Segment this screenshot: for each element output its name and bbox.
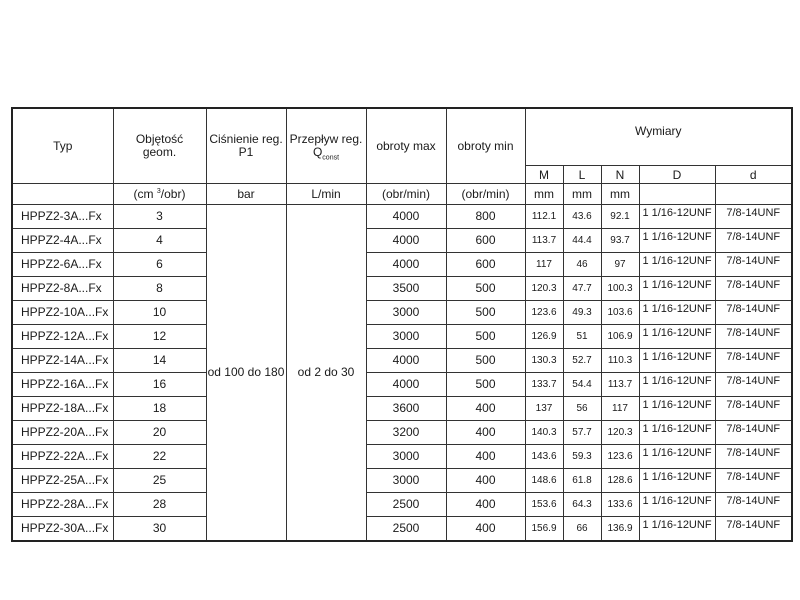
cell-objetosc: 14 <box>113 349 206 373</box>
cell-D: 1 1/16-12UNF <box>639 253 715 277</box>
cell-N: 128.6 <box>601 469 639 493</box>
cell-D: 1 1/16-12UNF <box>639 493 715 517</box>
cell-d: 7/8-14UNF <box>715 349 792 373</box>
cell-obroty-max: 3000 <box>366 445 446 469</box>
header-przeplyw <box>286 108 366 184</box>
cell-obroty-max: 4000 <box>366 229 446 253</box>
cell-N: 113.7 <box>601 373 639 397</box>
cell-obroty-min: 500 <box>446 301 525 325</box>
cell-L: 56 <box>563 397 601 421</box>
cell-D: 1 1/16-12UNF <box>639 301 715 325</box>
cell-objetosc: 22 <box>113 445 206 469</box>
cell-typ: HPPZ2-3A...Fx <box>12 205 113 229</box>
table-row <box>12 229 792 253</box>
cell-objetosc: 12 <box>113 325 206 349</box>
cell-obroty-max: 4000 <box>366 253 446 277</box>
cell-D: 1 1/16-12UNF <box>639 349 715 373</box>
header-przeplyw-sub: const <box>322 154 340 162</box>
cell-d: 7/8-14UNF <box>715 493 792 517</box>
cell-L: 61.8 <box>563 469 601 493</box>
cell-M: 153.6 <box>525 493 563 517</box>
cell-typ: HPPZ2-10A...Fx <box>12 301 113 325</box>
cell-typ: HPPZ2-28A...Fx <box>12 493 113 517</box>
unit-objetosc-sup: 3 <box>156 187 161 195</box>
cell-M: 137 <box>525 397 563 421</box>
cell-objetosc: 28 <box>113 493 206 517</box>
unit-obroty-max: (obr/min) <box>366 184 446 205</box>
header-typ: Typ <box>12 108 113 184</box>
cell-obroty-min: 400 <box>446 469 525 493</box>
cell-L: 57.7 <box>563 421 601 445</box>
cell-objetosc: 25 <box>113 469 206 493</box>
cell-D: 1 1/16-12UNF <box>639 373 715 397</box>
cell-typ: HPPZ2-20A...Fx <box>12 421 113 445</box>
cell-obroty-min: 400 <box>446 445 525 469</box>
cell-M: 126.9 <box>525 325 563 349</box>
unit-przeplyw: L/min <box>286 184 366 205</box>
cell-obroty-max: 3600 <box>366 397 446 421</box>
unit-D <box>639 184 715 205</box>
cell-M: 140.3 <box>525 421 563 445</box>
cell-typ: HPPZ2-8A...Fx <box>12 277 113 301</box>
cell-typ: HPPZ2-18A...Fx <box>12 397 113 421</box>
unit-obroty-min: (obr/min) <box>446 184 525 205</box>
cell-obroty-max: 3000 <box>366 469 446 493</box>
cell-N: 120.3 <box>601 421 639 445</box>
cell-obroty-max: 2500 <box>366 493 446 517</box>
cell-objetosc: 10 <box>113 301 206 325</box>
cell-D: 1 1/16-12UNF <box>639 205 715 229</box>
cell-obroty-max: 3000 <box>366 301 446 325</box>
cell-objetosc: 20 <box>113 421 206 445</box>
header-dim-d: d <box>715 166 792 184</box>
header-cisnienie <box>206 108 286 184</box>
header-objetosc <box>113 108 206 184</box>
cell-obroty-min: 600 <box>446 229 525 253</box>
cell-L: 43.6 <box>563 205 601 229</box>
header-dim-N: N <box>601 166 639 184</box>
cell-d: 7/8-14UNF <box>715 253 792 277</box>
cell-L: 66 <box>563 517 601 542</box>
cell-L: 54.4 <box>563 373 601 397</box>
pump-spec-table <box>11 107 793 542</box>
cell-M: 112.1 <box>525 205 563 229</box>
cell-typ: HPPZ2-22A...Fx <box>12 445 113 469</box>
unit-M: mm <box>525 184 563 205</box>
table-row <box>12 301 792 325</box>
header-dim-D: D <box>639 166 715 184</box>
header-obroty-min: obroty min <box>446 108 525 184</box>
header-objetosc-line2: geom. <box>142 145 177 159</box>
cell-objetosc: 18 <box>113 397 206 421</box>
unit-L: mm <box>563 184 601 205</box>
cell-obroty-max: 3000 <box>366 325 446 349</box>
cell-D: 1 1/16-12UNF <box>639 277 715 301</box>
cell-L: 44.4 <box>563 229 601 253</box>
cell-d: 7/8-14UNF <box>715 325 792 349</box>
cell-N: 103.6 <box>601 301 639 325</box>
unit-typ <box>12 184 113 205</box>
cell-obroty-min: 500 <box>446 373 525 397</box>
cell-typ: HPPZ2-25A...Fx <box>12 469 113 493</box>
cell-objetosc: 3 <box>113 205 206 229</box>
cell-N: 133.6 <box>601 493 639 517</box>
cell-M: 156.9 <box>525 517 563 542</box>
cell-D: 1 1/16-12UNF <box>639 325 715 349</box>
cell-N: 92.1 <box>601 205 639 229</box>
unit-objetosc <box>113 184 206 205</box>
cell-L: 51 <box>563 325 601 349</box>
cell-D: 1 1/16-12UNF <box>639 445 715 469</box>
cell-typ: HPPZ2-30A...Fx <box>12 517 113 542</box>
cell-N: 100.3 <box>601 277 639 301</box>
header-cisnienie-line2: P1 <box>238 145 254 159</box>
cell-N: 123.6 <box>601 445 639 469</box>
cell-typ: HPPZ2-12A...Fx <box>12 325 113 349</box>
cell-cisnienie: od 100 do 180 <box>206 205 286 542</box>
cell-L: 46 <box>563 253 601 277</box>
cell-przeplyw: od 2 do 30 <box>286 205 366 542</box>
cell-objetosc: 8 <box>113 277 206 301</box>
cell-N: 136.9 <box>601 517 639 542</box>
cell-obroty-min: 400 <box>446 421 525 445</box>
cell-N: 97 <box>601 253 639 277</box>
header-dim-M: M <box>525 166 563 184</box>
cell-obroty-min: 600 <box>446 253 525 277</box>
cell-typ: HPPZ2-14A...Fx <box>12 349 113 373</box>
table-row <box>12 253 792 277</box>
table-row <box>12 421 792 445</box>
cell-D: 1 1/16-12UNF <box>639 517 715 542</box>
header-objetosc-line1: Objętość <box>135 132 184 146</box>
cell-obroty-min: 400 <box>446 397 525 421</box>
cell-obroty-max: 2500 <box>366 517 446 542</box>
cell-objetosc: 30 <box>113 517 206 542</box>
table-row <box>12 325 792 349</box>
cell-M: 123.6 <box>525 301 563 325</box>
cell-obroty-max: 4000 <box>366 205 446 229</box>
cell-N: 117 <box>601 397 639 421</box>
header-dim-L: L <box>563 166 601 184</box>
cell-objetosc: 4 <box>113 229 206 253</box>
cell-M: 120.3 <box>525 277 563 301</box>
cell-d: 7/8-14UNF <box>715 469 792 493</box>
cell-N: 93.7 <box>601 229 639 253</box>
cell-d: 7/8-14UNF <box>715 421 792 445</box>
cell-L: 47.7 <box>563 277 601 301</box>
table-row <box>12 277 792 301</box>
cell-obroty-max: 4000 <box>366 349 446 373</box>
unit-cisnienie: bar <box>206 184 286 205</box>
cell-d: 7/8-14UNF <box>715 301 792 325</box>
cell-M: 113.7 <box>525 229 563 253</box>
cell-obroty-max: 3500 <box>366 277 446 301</box>
cell-d: 7/8-14UNF <box>715 277 792 301</box>
cell-M: 117 <box>525 253 563 277</box>
cell-typ: HPPZ2-6A...Fx <box>12 253 113 277</box>
cell-objetosc: 6 <box>113 253 206 277</box>
table-row <box>12 349 792 373</box>
cell-L: 64.3 <box>563 493 601 517</box>
cell-typ: HPPZ2-16A...Fx <box>12 373 113 397</box>
cell-d: 7/8-14UNF <box>715 397 792 421</box>
cell-M: 133.7 <box>525 373 563 397</box>
table-row <box>12 373 792 397</box>
cell-M: 148.6 <box>525 469 563 493</box>
unit-objetosc-pre: (cm <box>133 186 157 201</box>
cell-D: 1 1/16-12UNF <box>639 469 715 493</box>
cell-D: 1 1/16-12UNF <box>639 397 715 421</box>
table-row <box>12 493 792 517</box>
cell-d: 7/8-14UNF <box>715 205 792 229</box>
cell-obroty-min: 500 <box>446 349 525 373</box>
table-row <box>12 469 792 493</box>
header-wymiary: Wymiary <box>525 108 792 166</box>
cell-d: 7/8-14UNF <box>715 373 792 397</box>
header-przeplyw-line1: Przepływ reg. <box>289 132 363 146</box>
cell-d: 7/8-14UNF <box>715 229 792 253</box>
cell-M: 143.6 <box>525 445 563 469</box>
table-row <box>12 445 792 469</box>
cell-obroty-max: 3200 <box>366 421 446 445</box>
header-obroty-max: obroty max <box>366 108 446 184</box>
cell-objetosc: 16 <box>113 373 206 397</box>
cell-D: 1 1/16-12UNF <box>639 421 715 445</box>
header-przeplyw-q: Q <box>312 145 323 159</box>
cell-obroty-min: 500 <box>446 325 525 349</box>
cell-obroty-min: 400 <box>446 493 525 517</box>
cell-L: 49.3 <box>563 301 601 325</box>
cell-N: 106.9 <box>601 325 639 349</box>
cell-D: 1 1/16-12UNF <box>639 229 715 253</box>
table-row <box>12 397 792 421</box>
cell-obroty-max: 4000 <box>366 373 446 397</box>
cell-obroty-min: 800 <box>446 205 525 229</box>
header-cisnienie-line1: Ciśnienie reg. <box>209 132 283 146</box>
cell-d: 7/8-14UNF <box>715 517 792 542</box>
cell-obroty-min: 500 <box>446 277 525 301</box>
unit-N: mm <box>601 184 639 205</box>
cell-typ: HPPZ2-4A...Fx <box>12 229 113 253</box>
table-row <box>12 205 792 229</box>
unit-d <box>715 184 792 205</box>
cell-L: 59.3 <box>563 445 601 469</box>
cell-N: 110.3 <box>601 349 639 373</box>
cell-M: 130.3 <box>525 349 563 373</box>
cell-d: 7/8-14UNF <box>715 445 792 469</box>
table-row <box>12 517 792 542</box>
cell-obroty-min: 400 <box>446 517 525 542</box>
unit-objetosc-post: /obr) <box>160 186 186 201</box>
cell-L: 52.7 <box>563 349 601 373</box>
